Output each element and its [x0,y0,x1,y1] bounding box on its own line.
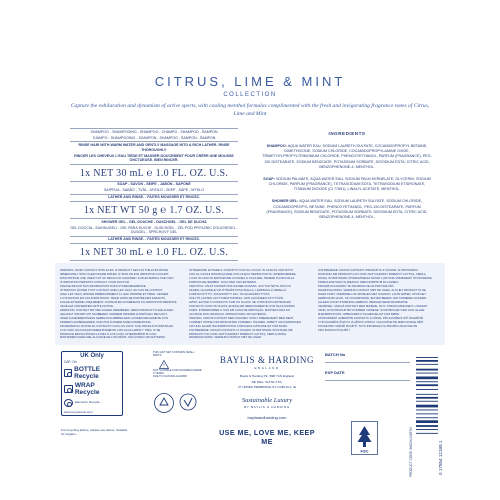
warning-line: IMMEDIATELY WITH CLEAN WARM WATER. IF SKIN OR EYE IRRITATION OCCURS [60,271,169,276]
shampoo-ingredients-label: SHAMPOO: [266,144,287,148]
brand-country: ENGLAND [254,366,280,370]
warning-line: SILMIIN, HUUHTELE VÄLITTÖMÄSTI PUHTAALLA, LÄMPIMÄLLÄ VEDELLÄ. [189,287,287,292]
wrap-recycle-row [64,382,120,396]
warning-line: CONTACTO COM OS OLHOS, ENXAGUAR IMEDIATAMENTE COM ÁGUA MORNA [189,303,295,308]
elements-recycle-row [64,399,120,407]
warning-line: PORTATA DEI BAMBINI. SOLO PER USO ESTERNO. [189,279,257,284]
soap-ingredients-label: SOAP: [263,176,275,181]
brand-address-3: 27 UPPER PEMBROKE ST, DUBLIN 2, IE [237,384,297,389]
warnings-column-3 [318,269,438,333]
warning-line: OSTRZEŻENIE: UNIKAĆ KONTAKTU PRODUKTU Z OCZAMI. W PRZYPADKU [318,268,418,272]
recycle-note: For recycling advice, please see above. Suitable for Vegans. [61,428,128,437]
warning-line: CON GLI OCCHI RISCIACQUARE CON ACQUA TIEPIDA PULITA. INTERROMPERE [189,271,296,276]
warning-line: MANTENER FUERA DEL ALCANCE DE LOS NIÑOS. SÓLO PARA USO EXTERNO. [60,335,166,340]
warning-line: DOSTANIA SIĘ PRODUKTU DO OCZU NATYCHMIAST PRZEMYĆ CZYSTĄ, CIEPŁĄ [318,271,426,276]
warning-line: DISCONTINUE USE. KEEP OUT OF REACH OF CHILDREN. FOR EXTERNAL USE ONLY. [60,275,175,280]
bottle-recycle-text [74,366,120,380]
elements-icon [64,399,73,407]
shampoo-names-2: SJAMPO - SHAMPOOING - SZAMPON - SHAMPOO - ŠAMPON - ŠAMPON [92,135,216,140]
warning-line: PRZECHOWYWAĆ W MIEJSCU NIEDOSTĘPNYM DLA DZIECI. [318,279,400,284]
bottom-band [55,349,445,481]
shampoo-ingredients [262,144,432,170]
shampoo-directions: RINSE HAIR WITH WARM WATER AND GENTLY MASSAGE INTO A RICH LATHER. RINSE THOROUGHLY. [78,142,230,152]
warning-line: L'UTILISATION EN CAS D'IRRITATION. TENIR HORS DE PORTÉE DES ENFANTS. [60,295,166,300]
soap-directions-block [70,194,238,201]
sustainable-luxury-sub: BY BAYLIS & HARDING [244,404,290,409]
recycle-icon [153,392,175,414]
warning-line: WODĄ. W PRZYPADKU PODRAŻNIENIA SKÓRY LUB OCZU PRZERWAĆ STOSOWANIE. [318,275,433,280]
warning-line: VARNING: UNDVIK KONTAKT MED ÖGONEN. SKÖLJ OMEDELBART MED RENT, [189,315,294,320]
bottle-recycle-row [64,366,120,380]
shampoo-block [70,128,238,141]
soap-ingredients [262,177,432,193]
warning-line: ATTENZIONE: EVITARE IL CONTATTO CON GLI OCCHI. IN CASO DI CONTATTO [189,268,293,272]
warning-line: KINDERN AUFBEWAHREN. NUR ZUR ÄUSSERLICHEN ANWENDUNG. [60,319,152,324]
warning-line: ALCANCE DAS CRIANÇAS. APENAS PARA USO EXTERNO. [189,311,267,316]
soap-size-block [70,201,238,218]
ingredients-column [262,128,432,227]
gel-block [70,218,238,236]
warning-line: LOPETA KÄYTTÖ, JOS ESIINTYY IHO- TAI SILMÄÄRSYTYSTÄ. [189,291,271,296]
label-header [0,74,500,118]
fsc-icon [351,421,378,455]
wrap-recycle-text [75,382,120,396]
warning-line: VID HUD- ELLER ÖGONIRRITATION. FÖRVARAS OÅTKOMLIGT FÖR BARN. [189,323,288,328]
cap-label: CAP: On [64,360,77,364]
gel-size: 1x NET 30 mL ℮ 1.0 FL. OZ. U.S. [79,246,229,258]
barcode-icon [407,349,445,481]
bottle-icon [64,369,72,377]
warnings-column-2 [189,269,309,340]
warnings-band [55,263,445,345]
soap-block [70,181,238,194]
gel-ingredients-text: AQUA WATER EAU, SODIUM LAURETH SULFATE, SODIUM CHLORIDE, COCAMIDOPROPYL BETAINE, PHENOXYETHANOL, PEG-150 DISTEARATE, PARFUM (FRAGRANCE), SODIUM BENZOATE, POTASSIUM SORBATE, DISODIUM EDTA, CITRIC ACID, BENZOPHENONE-4, MENTHOL. [266,199,428,219]
bottle-recycle-label: BOTTLE Recycle [74,366,101,381]
warning-line: VAROITUS: VÄLTÄ KOSKETUSTA SILMIEN KANSSA. JOS TUOTETTA JOUTUU [189,283,291,288]
batch-divider [325,362,410,363]
shampoo-ingredients-text: AQUA WATER EAU, SODIUM LAURETH SULFATE, COCAMIDOPROPYL BETAINE, DIMETHICONE, SODIUM CHLORIDE, COCAMIDOPROPYLAMINE OXIDE, TRIMETHYLPROPYLTRIMONIUM CHLORIDE, PHENOXYETHANOL, PARFUM (FRAGRANCE), PEG-150 DISTEARATE, SODIUM BENZOATE, POTASSIUM SORBATE, DISODIUM EDTA, CITRIC ACID, BENZOPHENONE-4, MENTHOL. [262,144,432,169]
exp-date-label: EXP DATE [325,370,345,375]
wrap-icon [64,385,73,393]
wrap-recycle-label: WRAP Recycle [74,382,100,397]
brand-address-2: RE WEL, SUITE 3.6S, [251,380,283,385]
recycle-box [61,351,123,416]
warning-line: GEBRUIK BIJ HUID- OF OOGIRRITATIE. BUITEN BEREIK VAN KINDEREN HOUDEN. [318,295,428,300]
warning-line: PROSZĘ ZACHOWAĆ TE INFORMACJE NA PRZYSZŁOŚĆ. [318,283,395,288]
warning-line: AVEC LES YEUX, RINCER IMMÉDIATEMENT À L'EAU PROPRE ET TIÈDE. CESSER [60,291,169,296]
brand-block [217,355,317,446]
small-parts-warning [153,351,203,379]
recycle-title: UK Only [80,353,104,359]
warning-line: L'USO IN CASO DI IRRITAZIONE CUTANEA O OCULARE. TENERE FUORI DALLA [189,275,295,280]
shampoo-size-block [70,164,238,181]
warning-triangle-icon [159,360,169,369]
soap-ingredients-text: SODIUM PALMATE, AQUA WATER EAU, SODIUM PALM KERNELATE, GLYCERIN, SODIUM CHLORIDE, PARFUM (FRAGRANCE), TETRASODIUM EDTA, TETRASODIUM ETIDRONATE, TITANIUM DIOXIDE (CI 77891), LINALYL ACETATE, MENTHOL. [268,176,431,192]
warning-line: GELANGT SOFORT MIT SAUBEREM, WARMEM WASSER AUSSPÜLEN. BEI HAUT- [60,311,168,316]
shampoo-directions-fr: RINCER LES CHEVEUX L'EAU TIÈDE ET MASSER DOUCEMENT POUR CRÉER UNE MOUSSE ONCTUEUSE. BIEN RINCER. [74,153,234,163]
shampoo-directions-block [70,141,238,164]
warning-line: OGEN KOMT, ONMIDDELLIJK SPOELEN MET SCHOON, LAUW WATER. STOP HET [318,291,427,296]
brand-name: BAYLIS & HARDING [219,355,315,365]
warning-line: WARNUNG: KONTAKT MIT DEN AUGEN VERMEIDEN. WENN PRODUKT IN DIE AUGEN [60,307,174,312]
exp-divider [325,380,410,381]
gel-names-2: GEL DOCCIA - SUIHKUGELI - GEL PARA DUCHE - DUSCHGEL - ŻEL POD PRYSZNIC DOUCHEGEL - DUSGEL - SPRCHOVÝ GEL [70,225,238,235]
warning-line: ADVARSEL: UNDGÅ KONTAKT MED ØJNENE. SKYL STRAKS MED RENT, LUNKENT [318,303,428,308]
small-parts-line-3: DUE TO CHOKING HAZARD [153,375,187,378]
shampoo-names: SHAMPOO - SHAMPOOING - SHAMPOO - CHAMPÚ - SHAMPOO - ŠAMPON [90,129,218,134]
brand-slogan: USE ME, LOVE ME, KEEP ME [219,427,315,446]
gel-names: SHOWER GEL - GEL DOUCHE - DUSCHGEL - GEL DE DUCHA [101,219,207,224]
gel-ingredients-label: SHOWER GEL: [271,199,299,204]
collection-subtitle: COLLECTION [223,92,277,98]
warning-line: ATTENTION: ÉVITER TOUT CONTACT AVEC LES YEUX. EN CAS DE CONTACT [60,287,163,292]
small-parts-line-1: THIS GIFT SET CONTAINS SMALL PARTS [153,351,195,357]
brand-address: Baylis & Harding Plc. B98 7AS England [239,374,295,378]
brand-website: baylisandharding.com [247,414,287,420]
svg-text:!: ! [163,363,165,369]
warning-line: PRODUCE IRRITACIÓN EN LA PIEL O LOS OJOS, INTERRUMPIR SU USO. [60,331,158,336]
small-parts-line-2: NOT SUITABLE FOR CHILDREN UNDER 3 YEARS [153,369,202,375]
gel-directions: LATHER AND RINSE. - FAITES MOUSSER ET RINCEZ. [108,237,200,242]
svg-text:FSC: FSC [360,448,369,454]
gel-ingredients [262,199,432,220]
barcode-number: 0 17854 12188 1 [438,440,443,475]
soap-names-2: SAIPPUA - SABÃO - TVÅL - MYDŁO - ZEEP - SÁPE - MÝDLO [103,188,205,193]
elements-recycle-text: Elements: Recycle [75,399,100,404]
warning-line: IF IRRITATION PERSISTS CONSULT YOUR DOCTOR. [60,279,130,284]
warning-line: ALLEEN VOOR UITWENDIG GEBRUIK. BEWAAR DEZE INFORMATIE. [318,299,409,304]
soap-size: 1x NET WT 50 g ℮ 1.7 OZ. U.S. [83,204,225,216]
sustainable-luxury: Sustainable Luxury [241,396,293,404]
warning-line: PLEASE RETAIN THIS INFORMATION FOR FUTURE REFERENCE. [60,283,147,288]
warning-line: VAND, HVIS PRODUKTET KOMMER I ØJNENE. STOP BRUGEN VED HUD- ELLER [318,307,425,312]
collection-title: CITRUS, LIME & MINT [154,74,346,89]
warning-line: WAARSCHUWING: VERMIJD CONTACT MET DE OGEN. ALS HET PRODUCT IN DE [318,287,426,292]
batch-block [325,351,410,381]
warning-line: ØJENIRRITATION. OPBEVARES UTILGÆNGELIGT FOR BØRN. [318,311,400,316]
ingredients-heading: INGREDIENTS [328,131,366,136]
warning-line: ODER AUGENREIZUNGEN GEBRAUCH ABBRECHEN. AUSSER REICHWEITE VON [60,315,168,320]
gel-directions-block [70,236,238,243]
warning-line: WARNING: AVOID CONTACT WITH EYES. IF PRODUCT GETS IN THE EYES RINSE [60,268,168,272]
warning-line: LJUMMET VATTEN OM PRODUKTEN KOMMER I ÖGONEN. AVBRYT ANVÄNDNINGEN [189,319,301,324]
warning-line: ADVERTENCIA: EVITAR EL CONTACTO CON LOS OJOS. SI EL PRODUCTO ENTRA EN [60,323,174,328]
tagline: Capture the exhilaration and dynamism of active sports, with cooling menthol formulas complimented with the fresh and invigorating fragrance notes of Citrus, Lime and Mint [70,103,430,117]
warning-line: AVISO: EVITAR O CONTACTO COM OS OLHOS. SE O PRODUTO ENTRAR EM [189,299,291,304]
gel-size-block [70,243,238,261]
warning-line: USAGE EXTERNE UNIQUEMENT. CONSULTER UN MÉDECIN SI L'IRRITATION PERSISTE. [60,299,178,304]
warning-line: POUZE PRO VNĚJŠÍ POUŽITÍ. TUTO INFORMACI SI PROSÍM USCHOVEJTE [318,323,418,328]
vegan-icon [179,393,197,411]
warning-line: VYPLÁCHNĚTE ČISTOU VLAŽNOU VODOU. UCHOVÁVEJTE MIMO DOSAH DĚTÍ. [318,319,425,324]
product-code-text: PRODUCT CODE: BHCMLCARTN [409,427,413,477]
warning-line: PRO BUDOUCÍ POUŽITÍ. [318,327,351,332]
product-sizes-column [70,128,238,261]
shampoo-size: 1x NET 30 mL ℮ 1.0 FL. OZ. U.S. [79,167,229,179]
warning-line: VEUILLEZ CONSERVER CETTE NOTICE. [60,303,114,308]
warning-line: LIMPA. INTERROMPER O USO EM CASO DE IRRITAÇÃO. MANTER FORA DO [189,307,291,312]
warning-line: OSTRZEŻENIE: UNIKAĆ KONTAKTU Z OCZAMI. W PRZYPADKU DOSTANIA SIĘ [189,327,293,332]
warning-line: PRODUKTU DO OCZU NATYCHMIAST PRZEMYĆ CZYSTĄ, CIEPŁĄ WODĄ. [189,331,287,336]
recycle-website: www.recyclenow.com [64,409,93,414]
warning-line: UPOZORNĚNÍ: ZABRAŇTE KONTAKTU S OČIMA. PŘI ZASAŽENÍ OČÍ OKAMŽITĚ [318,315,423,320]
warnings-column-1 [60,269,180,340]
warning-line: SÄILYTÄ LASTEN ULOTTUMATTOMISSA. VAIN ULKOISEEN KÄYTTÖÖN. [189,295,284,300]
soap-directions: LATHER AND RINSE. - FAITES MOUSSER ET RINCEZ. [108,195,200,200]
soap-names: SOAP - SAVON - SEIFE - JABÓN - SAPONE [117,182,191,187]
warning-line: WAARSCHUWING: VERMIJD CONTACT MET DE OGEN. [189,335,262,340]
warning-line: LOS OJOS, ENJUAGAR INMEDIATAMENTE CON AGUA LIMPIA Y TIBIA. SI SE [60,327,161,332]
batch-number-label: BATCH No [325,352,346,357]
